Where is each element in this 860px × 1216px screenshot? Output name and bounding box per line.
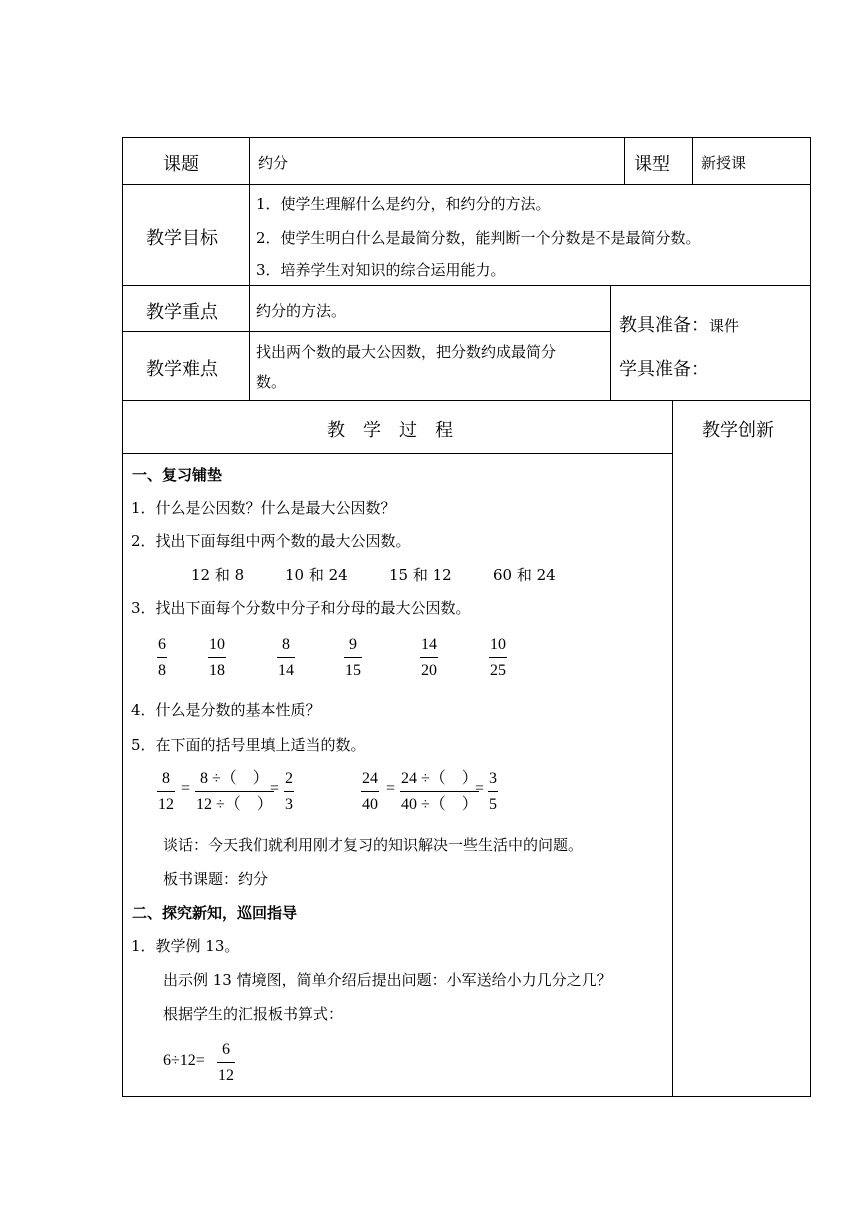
fraction-numerator: 8 <box>162 770 170 787</box>
teacher-tools <box>619 311 739 337</box>
table-border-right <box>810 137 811 1097</box>
fraction <box>195 769 274 815</box>
fraction <box>157 769 175 815</box>
row-divider <box>122 285 811 286</box>
topic-value: 约分 <box>258 154 289 172</box>
fraction-numerator: 24 <box>362 770 378 787</box>
row-divider <box>122 331 610 332</box>
fraction-denominator: 14 <box>278 662 294 679</box>
table-border-left <box>122 137 123 1097</box>
goal-item: 2．使学生明白什么是最简分数，能判断一个分数是不是最简分数。 <box>256 229 701 247</box>
number-pair: 12 和 8 <box>191 566 245 584</box>
fraction <box>208 635 226 681</box>
teacher-tools-label: 教具准备： <box>619 315 709 336</box>
fraction <box>157 635 167 681</box>
topic-label: 课题 <box>163 154 199 175</box>
fraction <box>400 769 479 815</box>
section2-item-1: 1．教学例 13。 <box>131 937 240 955</box>
goal-item: 3．培养学生对知识的综合运用能力。 <box>256 261 506 279</box>
fraction-numerator: 10 <box>209 636 225 653</box>
fraction-numerator: 2 <box>285 770 293 787</box>
equals-sign: = <box>386 780 396 797</box>
row-divider <box>122 184 811 185</box>
innovation-title: 教学创新 <box>702 420 774 441</box>
fraction-denominator: 12 ÷（ ） <box>196 796 273 813</box>
question-3: 3．找出下面每个分数中分子和分母的最大公因数。 <box>131 599 471 617</box>
fraction-numerator: 24 ÷（ ） <box>401 770 478 787</box>
table-border-bottom <box>122 1096 811 1097</box>
key-point-value: 约分的方法。 <box>256 302 347 320</box>
fraction-denominator: 12 <box>158 796 174 813</box>
fraction-denominator: 20 <box>421 662 437 679</box>
fraction-numerator: 8 <box>282 636 290 653</box>
section2-line-1: 出示例 13 情境图，简单介绍后提出问题：小军送给小力几分之几？ <box>163 971 612 989</box>
type-value: 新授课 <box>701 154 747 172</box>
fraction-denominator: 3 <box>285 796 293 813</box>
talk-text: 谈话：今天我们就利用刚才复习的知识解决一些生活中的问题。 <box>163 836 584 854</box>
fraction-denominator: 25 <box>490 662 506 679</box>
question-2: 2．找出下面每组中两个数的最大公因数。 <box>131 532 411 550</box>
equals-sign: = <box>270 780 280 797</box>
goal-item: 1．使学生理解什么是约分，和约分的方法。 <box>256 195 551 213</box>
number-pair: 15 和 12 <box>389 566 452 584</box>
fraction-numerator: 14 <box>421 636 437 653</box>
number-pair: 10 和 24 <box>285 566 348 584</box>
fraction-numerator: 3 <box>489 770 497 787</box>
number-pair: 60 和 24 <box>493 566 556 584</box>
fraction-numerator: 9 <box>349 636 357 653</box>
section2-title: 二、探究新知，巡回指导 <box>132 904 298 922</box>
col-divider <box>692 137 693 185</box>
col-divider <box>672 400 673 1097</box>
section2-line-2: 根据学生的汇报板书算式： <box>163 1005 344 1023</box>
fraction <box>344 635 362 681</box>
col-divider <box>610 285 611 401</box>
question-5: 5．在下面的括号里填上适当的数。 <box>131 736 366 754</box>
board-title: 板书课题：约分 <box>163 870 269 888</box>
fraction <box>488 769 498 815</box>
row-divider <box>122 400 811 401</box>
fraction-denominator: 18 <box>209 662 225 679</box>
teacher-tools-value: 课件 <box>709 317 740 335</box>
fraction <box>420 635 438 681</box>
difficulty-value-line2: 数。 <box>256 373 287 391</box>
fraction-denominator: 12 <box>218 1067 234 1084</box>
section1-title: 一、复习铺垫 <box>132 466 223 484</box>
fraction-denominator: 15 <box>345 662 361 679</box>
row-divider <box>122 453 673 454</box>
key-point-label: 教学重点 <box>146 302 218 323</box>
fraction <box>217 1040 235 1086</box>
fraction-denominator: 40 <box>362 796 378 813</box>
fraction <box>361 769 379 815</box>
fraction-numerator: 6 <box>158 636 166 653</box>
fraction-numerator: 10 <box>490 636 506 653</box>
question-4: 4．什么是分数的基本性质？ <box>131 701 321 719</box>
equals-sign: = <box>475 780 485 797</box>
fraction <box>489 635 507 681</box>
fraction <box>284 769 294 815</box>
question-1: 1．什么是公因数？什么是最大公因数？ <box>131 499 396 517</box>
fraction <box>277 635 295 681</box>
col-divider <box>249 137 250 401</box>
fraction-denominator: 40 ÷（ ） <box>401 796 478 813</box>
fraction-denominator: 5 <box>489 796 497 813</box>
fraction-numerator: 8 ÷（ ） <box>200 770 269 787</box>
type-label: 课型 <box>634 154 670 175</box>
fraction-denominator: 8 <box>158 662 166 679</box>
equals-sign: = <box>181 780 191 797</box>
col-divider <box>624 137 625 185</box>
process-title: 教 学 过 程 <box>327 420 453 441</box>
student-tools-label: 学具准备： <box>619 359 709 380</box>
difficulty-label: 教学难点 <box>146 359 218 380</box>
fraction-numerator: 6 <box>222 1041 230 1058</box>
calc-prefix: 6÷12= <box>163 1052 205 1069</box>
table-border-top <box>122 137 811 138</box>
goals-label: 教学目标 <box>146 228 218 249</box>
difficulty-value-line1: 找出两个数的最大公因数，把分数约成最简分 <box>256 343 557 361</box>
